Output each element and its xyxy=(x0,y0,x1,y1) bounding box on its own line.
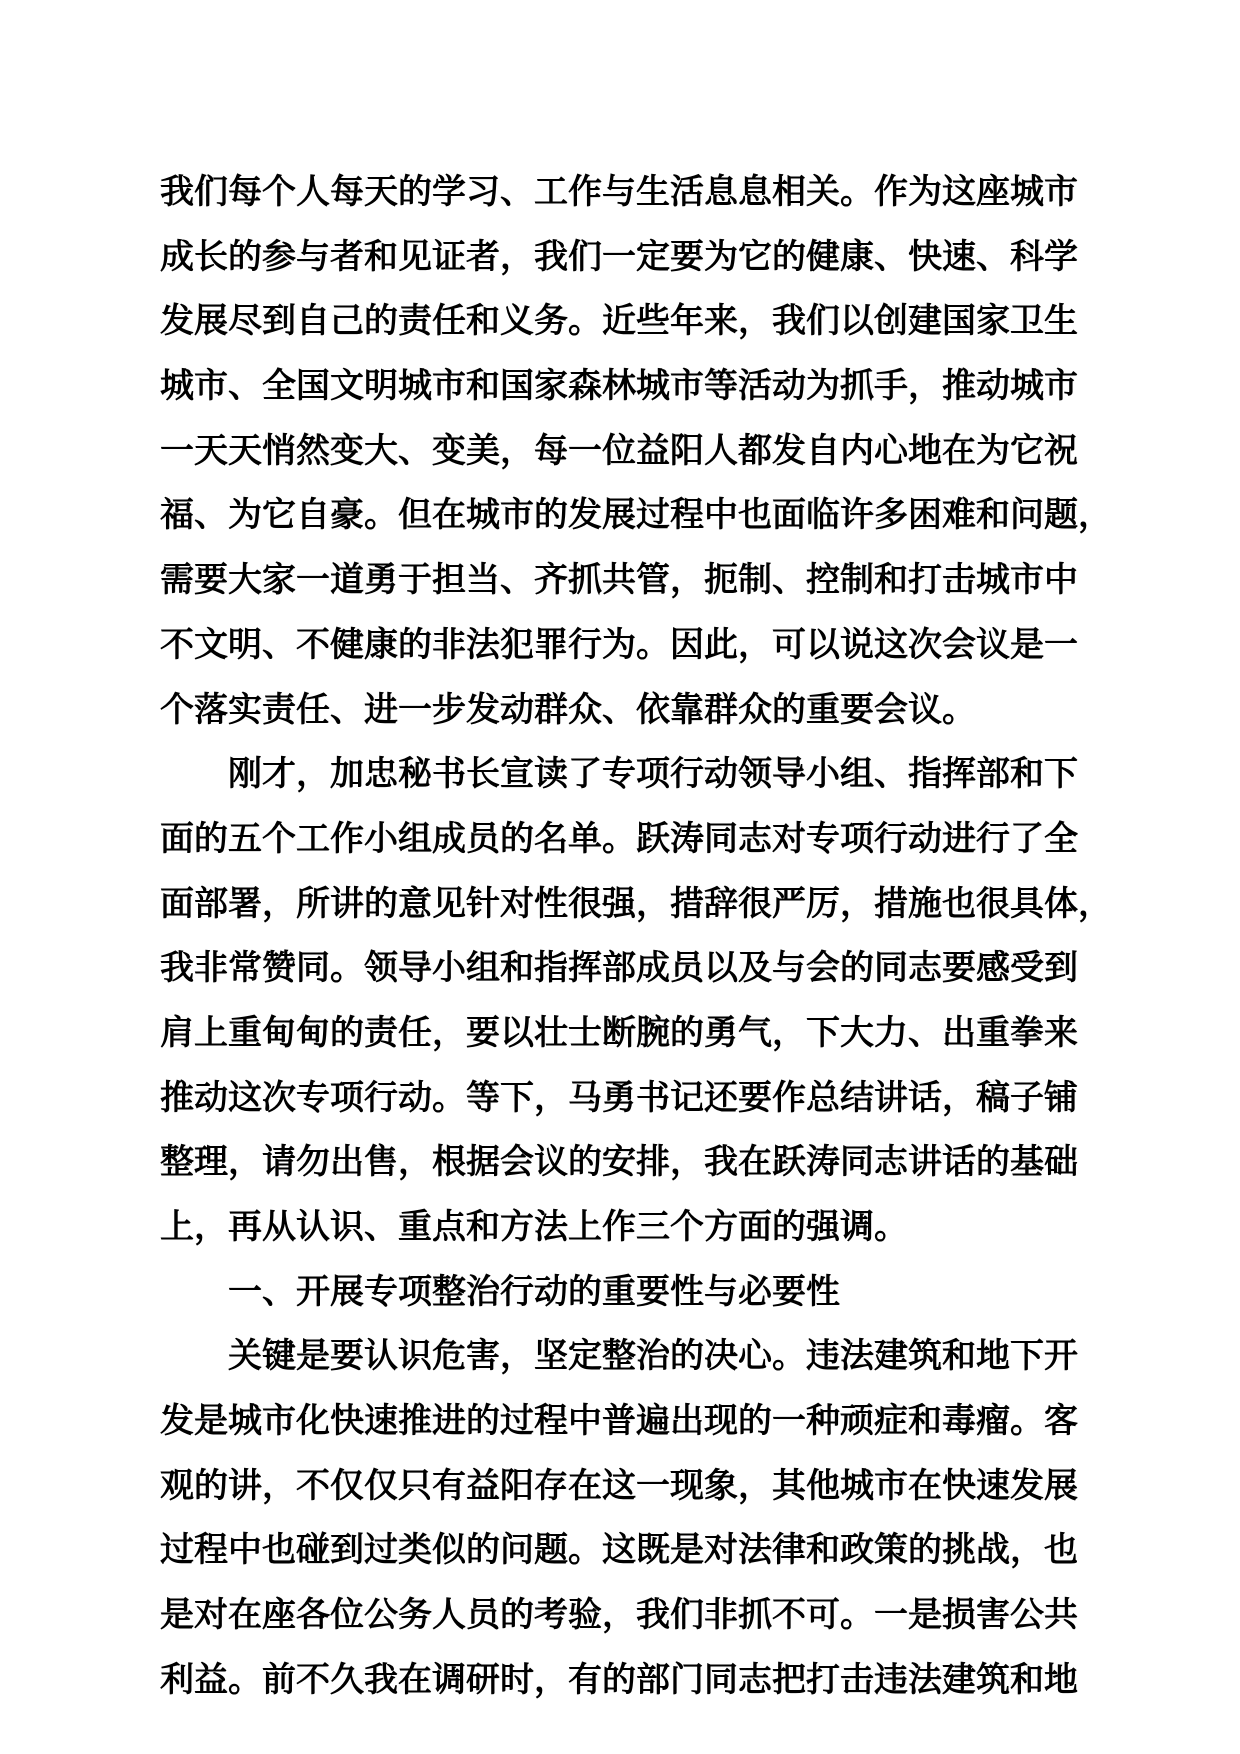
text-line: 我非常赞同。领导小组和指挥部成员以及与会的同志要感受到 xyxy=(160,948,1078,989)
text-line: 成长的参与者和见证者，我们一定要为它的健康、快速、科学 xyxy=(160,236,1078,277)
text-line: 福、为它自豪。但在城市的发展过程中也面临许多困难和问题， xyxy=(160,495,1112,536)
document-body xyxy=(160,160,1112,1713)
text-line: 推动这次专项行动。等下，马勇书记还要作总结讲话，稿子铺 xyxy=(160,1077,1078,1118)
text-line: 上，再从认识、重点和方法上作三个方面的强调。 xyxy=(160,1207,908,1247)
text-line: 是对在座各位公务人员的考验，我们非抓不可。一是损害公共 xyxy=(160,1595,1078,1636)
text-line: 个落实责任、进一步发动群众、依靠群众的重要会议。 xyxy=(160,689,976,730)
text-line: 面的五个工作小组成员的名单。跃涛同志对专项行动进行了全 xyxy=(160,818,1078,859)
text-line: 城市、全国文明城市和国家森林城市等活动为抓手，推动城市 xyxy=(160,366,1078,407)
text-line: 观的讲，不仅仅只有益阳存在这一现象，其他城市在快速发展 xyxy=(160,1465,1078,1506)
text-line: 发展尽到自己的责任和义务。近些年来，我们以创建国家卫生 xyxy=(160,301,1078,342)
text-line: 发是城市化快速推进的过程中普遍出现的一种顽症和毒瘤。客 xyxy=(160,1401,1078,1442)
section-heading: 一、开展专项整治行动的重要性与必要性 xyxy=(228,1271,840,1312)
text-line: 不文明、不健康的非法犯罪行为。因此，可以说这次会议是一 xyxy=(160,624,1078,665)
text-line: 一天天悄然变大、变美，每一位益阳人都发自内心地在为它祝 xyxy=(160,430,1078,471)
text-line: 需要大家一道勇于担当、齐抓共管，扼制、控制和打击城市中 xyxy=(160,560,1078,601)
text-line: 面部署，所讲的意见针对性很强，措辞很严厉，措施也很具体， xyxy=(160,883,1112,924)
text-line: 肩上重甸甸的责任，要以壮士断腕的勇气，下大力、出重拳来 xyxy=(160,1012,1078,1053)
paragraph-start-line: 刚才，加忠秘书长宣读了专项行动领导小组、指挥部和下 xyxy=(228,754,1078,795)
text-line: 我们每个人每天的学习、工作与生活息息相关。作为这座城市 xyxy=(160,172,1078,212)
paragraph-start-line: 关键是要认识危害，坚定整治的决心。违法建筑和地下开 xyxy=(228,1336,1078,1377)
text-line: 整理，请勿出售，根据会议的安排，我在跃涛同志讲话的基础 xyxy=(160,1142,1078,1183)
text-line: 过程中也碰到过类似的问题。这既是对法律和政策的挑战，也 xyxy=(160,1530,1078,1571)
text-line: 利益。前不久我在调研时，有的部门同志把打击违法建筑和地 xyxy=(160,1659,1078,1700)
